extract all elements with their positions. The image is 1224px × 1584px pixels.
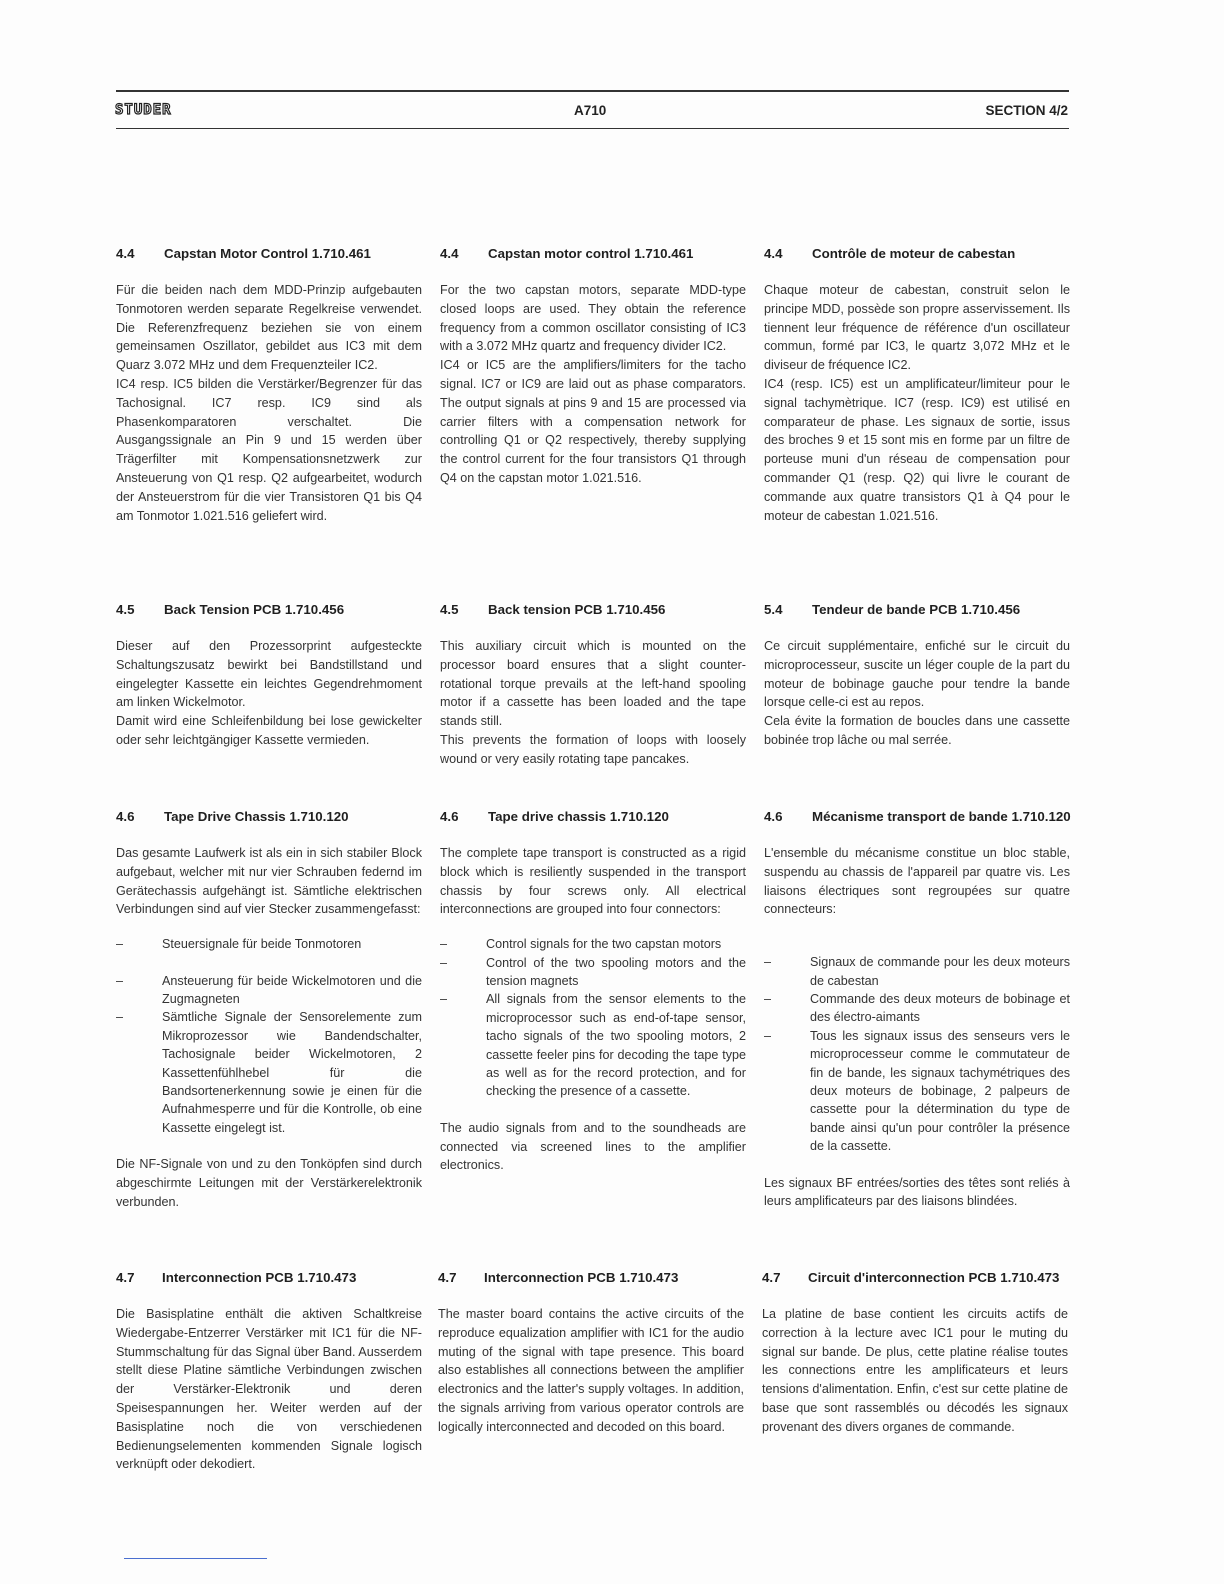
section-heading: 4.4 Capstan Motor Control 1.710.461: [116, 246, 371, 261]
connector-list: [440, 935, 746, 1101]
paragraph: For the two capstan motors, separate MDD-type closed loops are used. They obtain the reference frequency from a common oscillator consisting of IC3 with a 3.072 MHz quartz and frequency divider IC2.: [440, 283, 746, 354]
footnote-rule: [124, 1558, 267, 1559]
list-item: – Steuersignale für beide Tonmotoren: [116, 937, 362, 952]
list-item: – Control signals for the two capstan motors: [440, 937, 722, 952]
paragraph: The complete tape transport is constructed as a rigid block which is resiliently suspended in the transport chassis by four screws only. All electrical interconnections are grouped into four connectors:: [440, 846, 746, 917]
paragraph: Les signaux BF entrées/sorties des têtes sont reliés à leurs amplificateurs par des liaisons blindées.: [764, 1175, 1070, 1209]
paragraph: La platine de base contient les circuits actifs de correction à la lecture avec IC1 pour le muting du signal sur bande. De plus, cette platine réalise toutes les connections entre les amplificateurs et leurs tensions d'alimentation. Enfin, c'est sur cette platine de base que sont rassemblés ou décodés les signaux provenant des divers organes de commande.: [762, 1307, 1068, 1434]
section-heading: 4.5 Back tension PCB 1.710.456: [440, 602, 666, 617]
list-item: – Control of the two spooling motors and the tension magnets: [440, 955, 746, 988]
list-item: – Sämtliche Signale der Sensorelemente zum Mikroprozessor wie Bandendschalter, Tachosignale beider Wickelmotoren, 2 Kassettenfühlhebel für die Bandsortenerkennung sowie je einen für die Aufnahmesperre und für die Kontrolle, ob eine Kassette eingelegt ist.: [116, 1010, 422, 1135]
section-4-6-fr: [764, 809, 1070, 1211]
paragraph: Dieser auf den Prozessorprint aufgesteckte Schaltungszusatz bewirkt bei Bandstillstand und eingelegter Kassette ein leichtes Gegendrehmoment am linken Wickelmotor.: [116, 639, 422, 710]
section-4-4-de: [116, 246, 422, 525]
section-heading: 4.4 Contrôle de moteur de cabestan: [764, 246, 1016, 261]
paragraph: Cela évite la formation de boucles dans une cassette bobinée trop lâche ou mal serrée.: [764, 714, 1070, 747]
section-4-4-en: [440, 246, 746, 488]
paragraph: The master board contains the active circuits of the reproduce equalization amplifier with IC1 for the audio muting of the signal with tape presence. This board also establishes all connections between the amplifier electronics and the latter's supply voltages. In addition, the signals arriving from various operator controls are logically interconnected and decoded on this board.: [438, 1307, 744, 1434]
list-item: – Tous les signaux issus des senseurs vers le microprocesseur comme le commutateur de fin de bande, les signaux tachymétriques des deux moteurs de bobinage, 2 palpeurs de cassette pour la détermination du type de bande ainsi qu'un pour contrôler la présence de la cassette.: [764, 1028, 1070, 1154]
section-4-5-en: [440, 602, 746, 769]
paragraph: Die NF-Signale von und zu den Tonköpfen sind durch abgeschirmte Leitungen mit der Verstärkerelektronik verbunden.: [116, 1157, 422, 1209]
studer-logo: STUDER: [115, 102, 172, 118]
section-4-4-fr: [764, 246, 1070, 525]
header-bottom-rule: [116, 128, 1069, 129]
section-4-7-de: [116, 1270, 422, 1474]
section-label: SECTION 4/2: [985, 103, 1068, 118]
model-label: A710: [574, 103, 607, 118]
paragraph: Für die beiden nach dem MDD-Prinzip aufgebauten Tonmotoren werden separate Regelkreise verwendet. Die Referenzfrequenz beziehen sie von einem gemeinsamen Oszillator, gebildet aus IC3 mit dem Quarz 3.072 MHz und dem Frequenzteiler IC2.: [116, 283, 422, 373]
section-4-6-en: [440, 809, 746, 1175]
paragraph: L'ensemble du mécanisme constitue un bloc stable, suspendu au chassis de l'appareil par quatre vis. Les liaisons électriques sont regroupées sur quatre connecteurs:: [764, 846, 1070, 917]
section-5-4-fr: [764, 602, 1070, 750]
section-heading: 4.7 Interconnection PCB 1.710.473: [438, 1270, 679, 1285]
section-heading: 5.4 Tendeur de bande PCB 1.710.456: [764, 602, 1021, 617]
paragraph: Chaque moteur de cabestan, construit selon le principe MDD, possède son propre asservissement. Ils tiennent leur fréquence de référence d'un oscillateur commun, formé par IC3, le quartz 3,072 MHz et le diviseur de fréquence IC2.: [764, 283, 1070, 373]
header-top-rule: [116, 90, 1069, 92]
paragraph: Das gesamte Laufwerk ist als ein in sich stabiler Block aufgebaut, welcher mit nur vier Schrauben federnd im Gerätechassis aufgehängt ist. Sämtliche elektrischen Verbindungen sind auf vier Stecker zusammengefasst:: [116, 846, 422, 917]
section-heading: 4.6 Mécanisme transport de bande 1.710.120: [764, 809, 1071, 824]
paragraph: The audio signals from and to the soundheads are connected via screened lines to the amplifier electronics.: [440, 1120, 746, 1173]
paragraph: IC4 resp. IC5 bilden die Verstärker/Begrenzer für das Tachosignal. IC7 resp. IC9 sind als Phasenkomparatoren verschaltet. Die Ausgangssignale an Pin 9 und 15 werden über Trägerfilter mit Kompensationsnetzwerk zur Ansteuerung von Q1 resp. Q2 aufgearbeitet, wodurch der Ansteuerstrom für die vier Transistoren Q1 bis Q4 am Tonmotor 1.021.516 geliefert wird.: [116, 376, 422, 523]
section-heading: 4.6 Tape drive chassis 1.710.120: [440, 809, 669, 824]
section-4-7-fr: [762, 1270, 1068, 1437]
paragraph: Damit wird eine Schleifenbildung bei lose gewickelter oder sehr leichtgängiger Kassette vermieden.: [116, 714, 422, 747]
connector-list: [764, 953, 1070, 1155]
section-heading: 4.7 Interconnection PCB 1.710.473: [116, 1270, 357, 1285]
section-heading: 4.6 Tape Drive Chassis 1.710.120: [116, 809, 349, 824]
section-4-5-de: [116, 602, 422, 750]
section-4-6-de: [116, 809, 422, 1212]
section-4-7-en: [438, 1270, 744, 1437]
section-heading: 4.5 Back Tension PCB 1.710.456: [116, 602, 345, 617]
paragraph: This auxiliary circuit which is mounted on the processor board ensures that a slight counter-rotational torque prevails at the left-hand spooling motor if a cassette has been loaded and the tape stands still.: [440, 639, 746, 729]
list-item: – Ansteuerung für beide Wickelmotoren und die Zugmagneten: [116, 973, 422, 1006]
connector-list: [116, 935, 422, 1137]
list-item: – All signals from the sensor elements to the microprocessor such as end-of-tape sensor, tacho signals of the two spooling motors, 2 cassette feeler pins for decoding the tape type as well as for the record protection, and for checking the presence of a cassette.: [440, 992, 746, 1099]
section-heading: 4.4 Capstan motor control 1.710.461: [440, 246, 694, 261]
paragraph: Ce circuit supplémentaire, enfiché sur le circuit du microprocesseur, suscite un léger couple de la part du moteur de bobinage gauche pour tendre la bande lorsque celle-ci est au repos.: [764, 639, 1070, 710]
paragraph: This prevents the formation of loops with loosely wound or very easily rotating tape pancakes.: [440, 732, 746, 766]
section-heading: 4.7 Circuit d'interconnection PCB 1.710.473: [762, 1270, 1060, 1285]
paragraph: Die Basisplatine enthält die aktiven Schaltkreise Wiedergabe-Entzerrer Verstärker mit IC1 für die NF-Stummschaltung für das Signal über Band. Ausserdem stellt diese Platine sämtliche Verbindungen zwischen der Verstärker-Elektronik und deren Speisespannungen her. Weiter werden auf der Basisplatine noch die von verschiedenen Bedienungselementen kommenden Signale logisch verknüpft oder dekodiert.: [116, 1307, 422, 1472]
paragraph: IC4 or IC5 are the amplifiers/limiters for the tacho signal. IC7 or IC9 are laid out as phase comparators. The output signals at pins 9 and 15 are processed via carrier filters with a compensation network for controlling Q1 or Q2 respectively, thereby supplying the control current for the four transistors Q1 through Q4 on the capstan motor 1.021.516.: [440, 358, 746, 485]
list-item: – Commande des deux moteurs de bobinage et des électro-aimants: [764, 992, 1070, 1025]
paragraph: IC4 (resp. IC5) est un amplificateur/limiteur pour le signal tachymètrique. IC7 (resp. IC9) est utilisé en comparateur de phase. Les signaux de sortie, issus des broches 9 et 15 sont mis en forme par un filtre de porteuse muni d'un réseau de compensation pour commander Q1 (resp. Q2) qui livre le courant de commande aux quatre transistors Q1 à Q4 pour le moteur de cabestan 1.021.516.: [764, 376, 1070, 523]
list-item: – Signaux de commande pour les deux moteurs de cabestan: [764, 955, 1070, 988]
